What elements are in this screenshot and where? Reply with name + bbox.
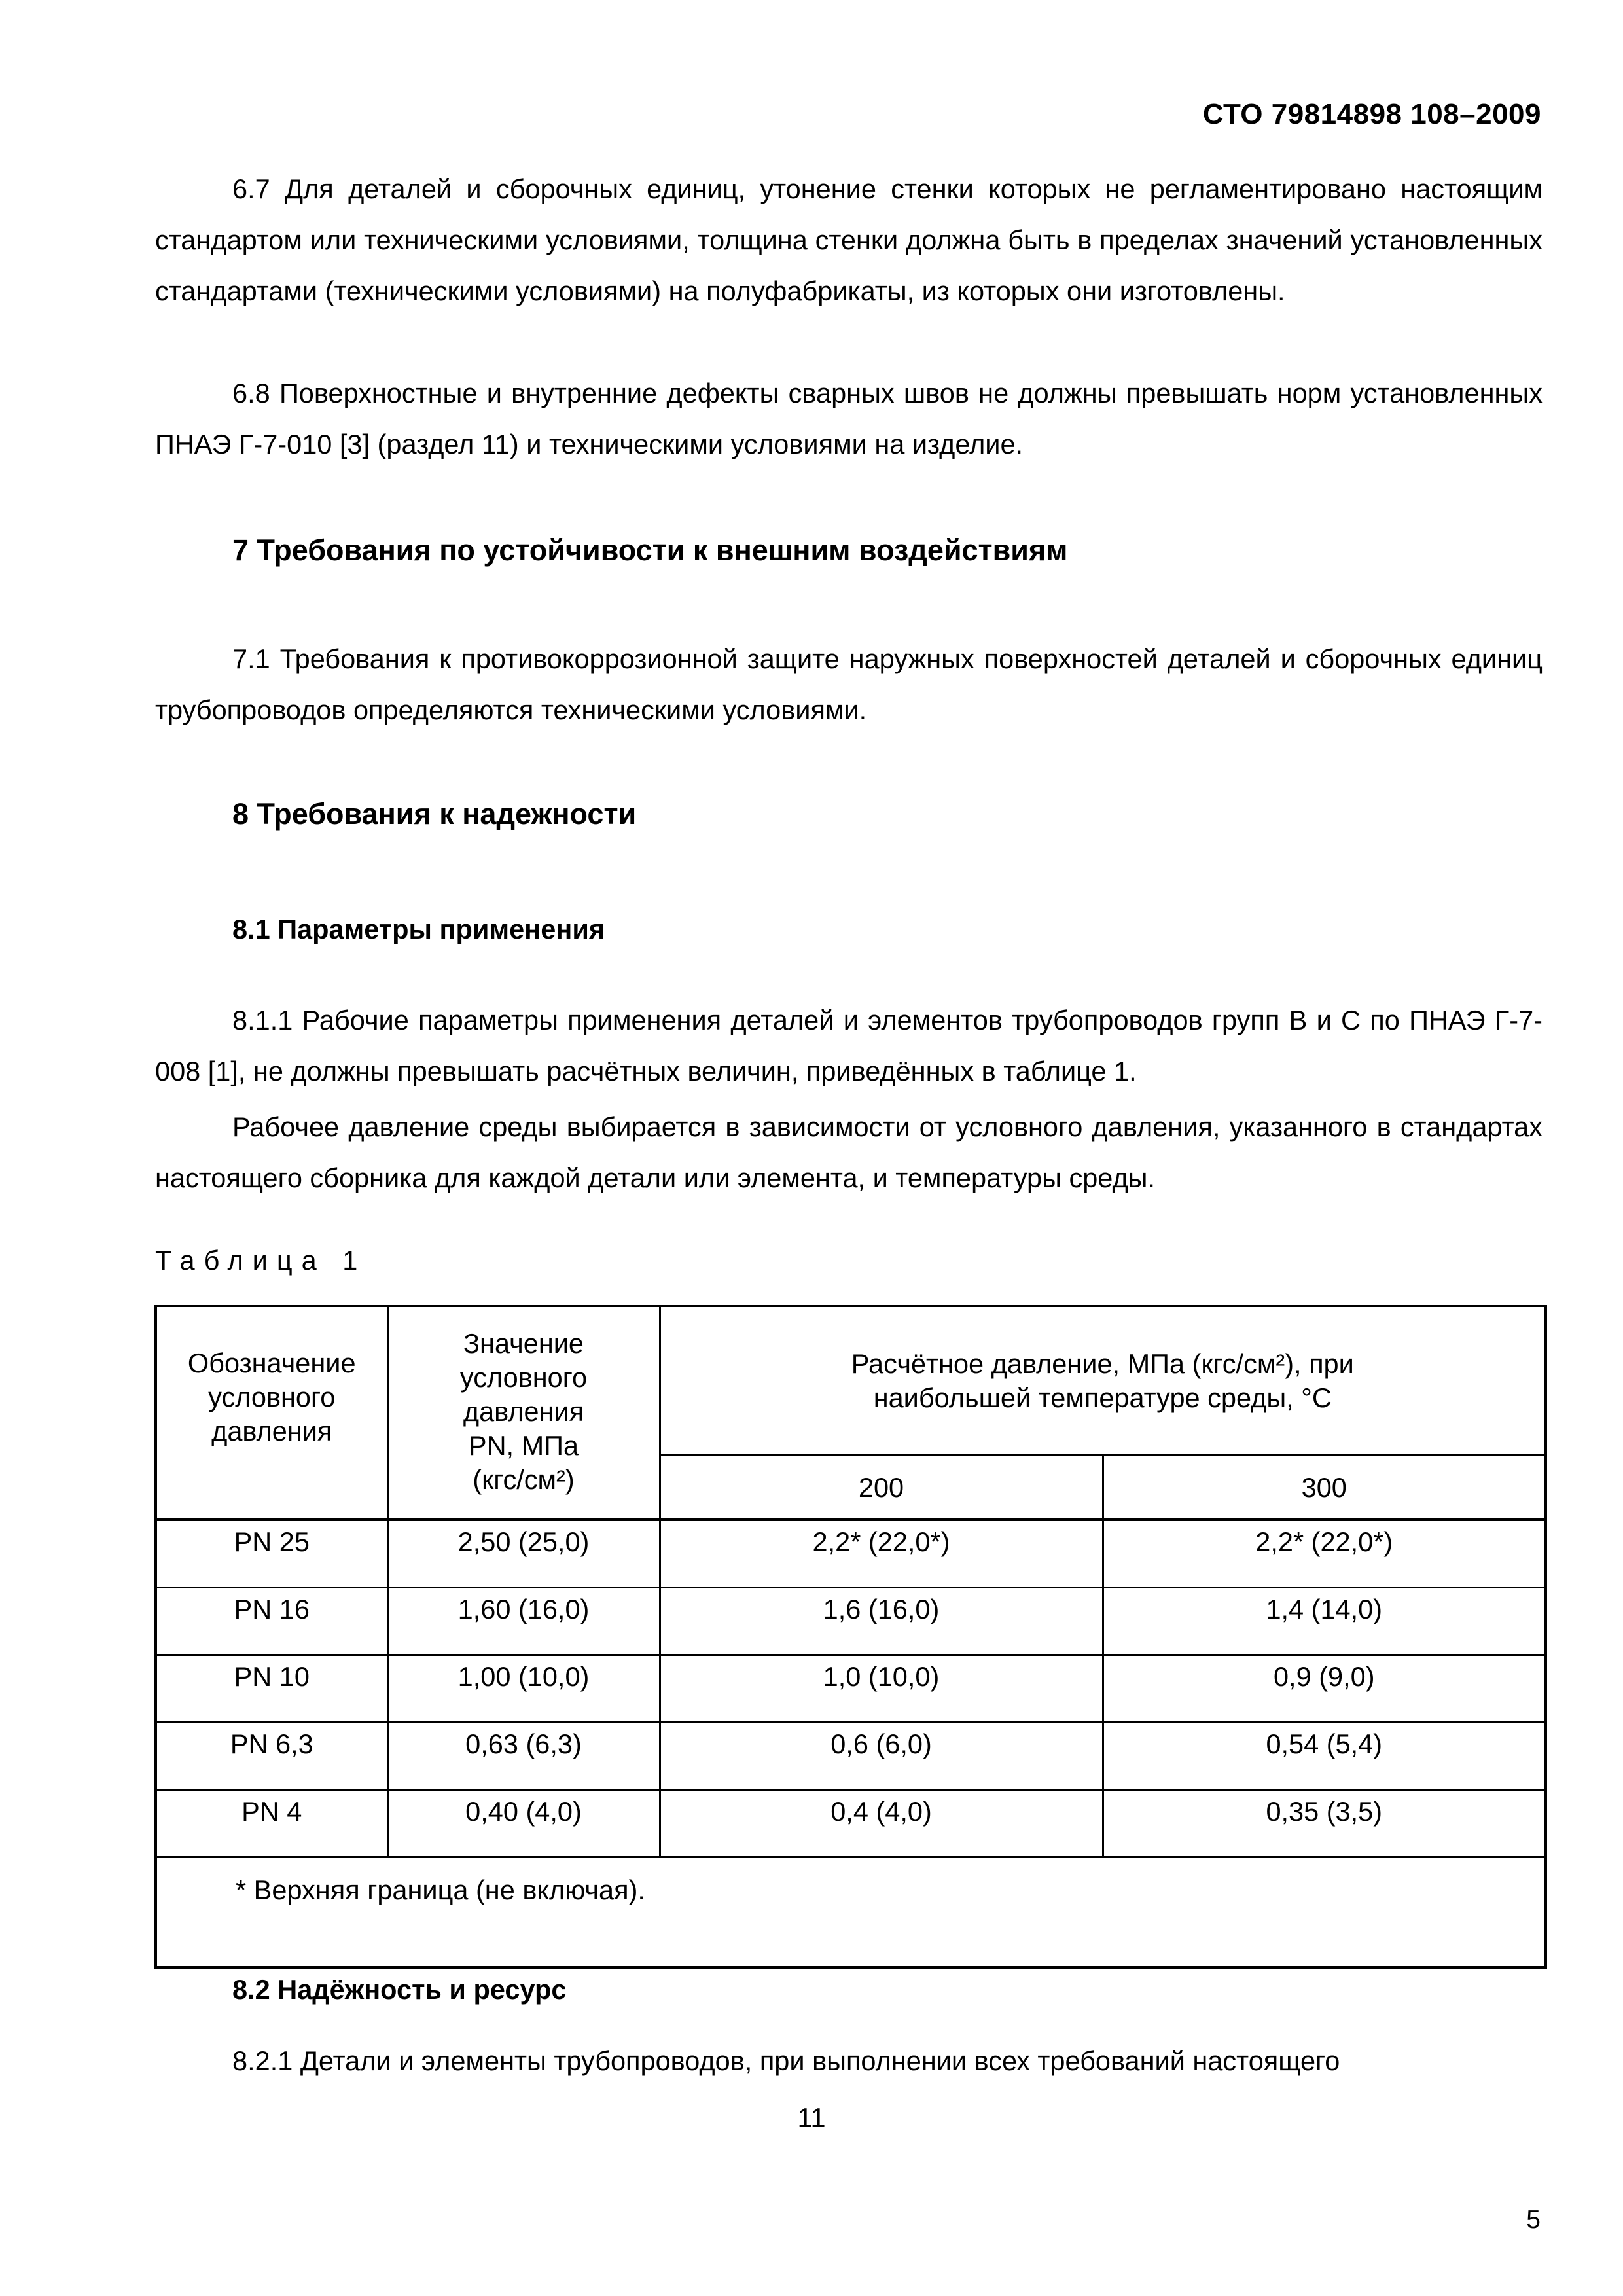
- cell-t200: 2,2* (22,0*): [660, 1520, 1103, 1588]
- cell-t300: 0,54 (5,4): [1103, 1723, 1546, 1790]
- inner-page-number: 11: [797, 2102, 826, 2133]
- paragraph-7-1: 7.1 Требования к противокоррозионной защите наружных поверхностей деталей и сборочных единиц трубопроводов определяются техническими условиями.: [155, 643, 1543, 725]
- cell-t200: 0,4 (4,0): [660, 1790, 1103, 1857]
- cell-t300: 2,2* (22,0*): [1103, 1520, 1546, 1588]
- cell-nominal: 2,50 (25,0): [387, 1520, 660, 1588]
- cell-nominal: 1,60 (16,0): [387, 1588, 660, 1655]
- cell-t200: 0,6 (6,0): [660, 1723, 1103, 1790]
- paragraph-6-8: 6.8 Поверхностные и внутренние дефекты сварных швов не должны превышать норм установленных ПНАЭ Г-7-010 [3] (раздел 11) и техническими условиями на изделие.: [155, 378, 1543, 459]
- table-row: [156, 1723, 1546, 1790]
- cell-designation: PN 6,3: [156, 1723, 387, 1790]
- header-design-pressure: Расчётное давление, МПа (кгс/см²), при наибольшей температуре среды, °С: [660, 1306, 1546, 1456]
- header-temp-300: 300: [1103, 1456, 1546, 1520]
- section-8-1-heading: 8.1 Параметры применения: [232, 914, 605, 944]
- section-8-2-heading: 8.2 Надёжность и ресурс: [232, 1974, 567, 2005]
- cell-t300: 1,4 (14,0): [1103, 1588, 1546, 1655]
- cell-designation: PN 16: [156, 1588, 387, 1655]
- cell-t300: 0,9 (9,0): [1103, 1655, 1546, 1723]
- page-number: 5: [1526, 2206, 1541, 2234]
- table-row: [156, 1790, 1546, 1857]
- paragraph-8-2-1: 8.2.1 Детали и элементы трубопроводов, при выполнении всех требований настоящего: [232, 2045, 1340, 2076]
- cell-t200: 1,0 (10,0): [660, 1655, 1103, 1723]
- cell-designation: PN 4: [156, 1790, 387, 1857]
- document-standard-number: СТО 79814898 108–2009: [1202, 98, 1541, 130]
- header-temp-200: 200: [660, 1456, 1103, 1520]
- section-7-heading: 7 Требования по устойчивости к внешним воздействиям: [232, 533, 1068, 567]
- cell-nominal: 1,00 (10,0): [387, 1655, 660, 1723]
- table-row: [156, 1520, 1546, 1588]
- table-footnote: * Верхняя граница (не включая).: [156, 1857, 1546, 1968]
- paragraph-6-7: 6.7 Для деталей и сборочных единиц, утонение стенки которых не регламентировано настоящим стандартом или техническими условиями, толщина стенки должна быть в пределах значений установленных стандартами (техническими условиями) на полуфабрикаты, из которых они изготовлены.: [155, 173, 1543, 306]
- cell-nominal: 0,40 (4,0): [387, 1790, 660, 1857]
- cell-nominal: 0,63 (6,3): [387, 1723, 660, 1790]
- header-designation: Обозначение условного давления: [156, 1306, 387, 1520]
- cell-designation: PN 10: [156, 1655, 387, 1723]
- pressure-table: [154, 1305, 1547, 1969]
- section-8-heading: 8 Требования к надежности: [232, 797, 637, 831]
- header-nominal-pressure: Значение условного давления PN, МПа (кгс/см²): [387, 1306, 660, 1520]
- table-caption: Таблица 1: [155, 1245, 367, 1276]
- cell-t300: 0,35 (3,5): [1103, 1790, 1546, 1857]
- table-row: [156, 1655, 1546, 1723]
- cell-t200: 1,6 (16,0): [660, 1588, 1103, 1655]
- table-row: [156, 1588, 1546, 1655]
- cell-designation: PN 25: [156, 1520, 387, 1588]
- paragraph-8-1-1: 8.1.1 Рабочие параметры применения деталей и элементов трубопроводов групп В и С по ПНАЭ Г-7-008 [1], не должны превышать расчётных величин, приведённых в таблице 1.: [155, 1005, 1543, 1086]
- paragraph-8-1-1-working-pressure: Рабочее давление среды выбирается в зависимости от условного давления, указанного в стандартах настоящего сборника для каждой детали или элемента, и температуры среды.: [155, 1111, 1543, 1193]
